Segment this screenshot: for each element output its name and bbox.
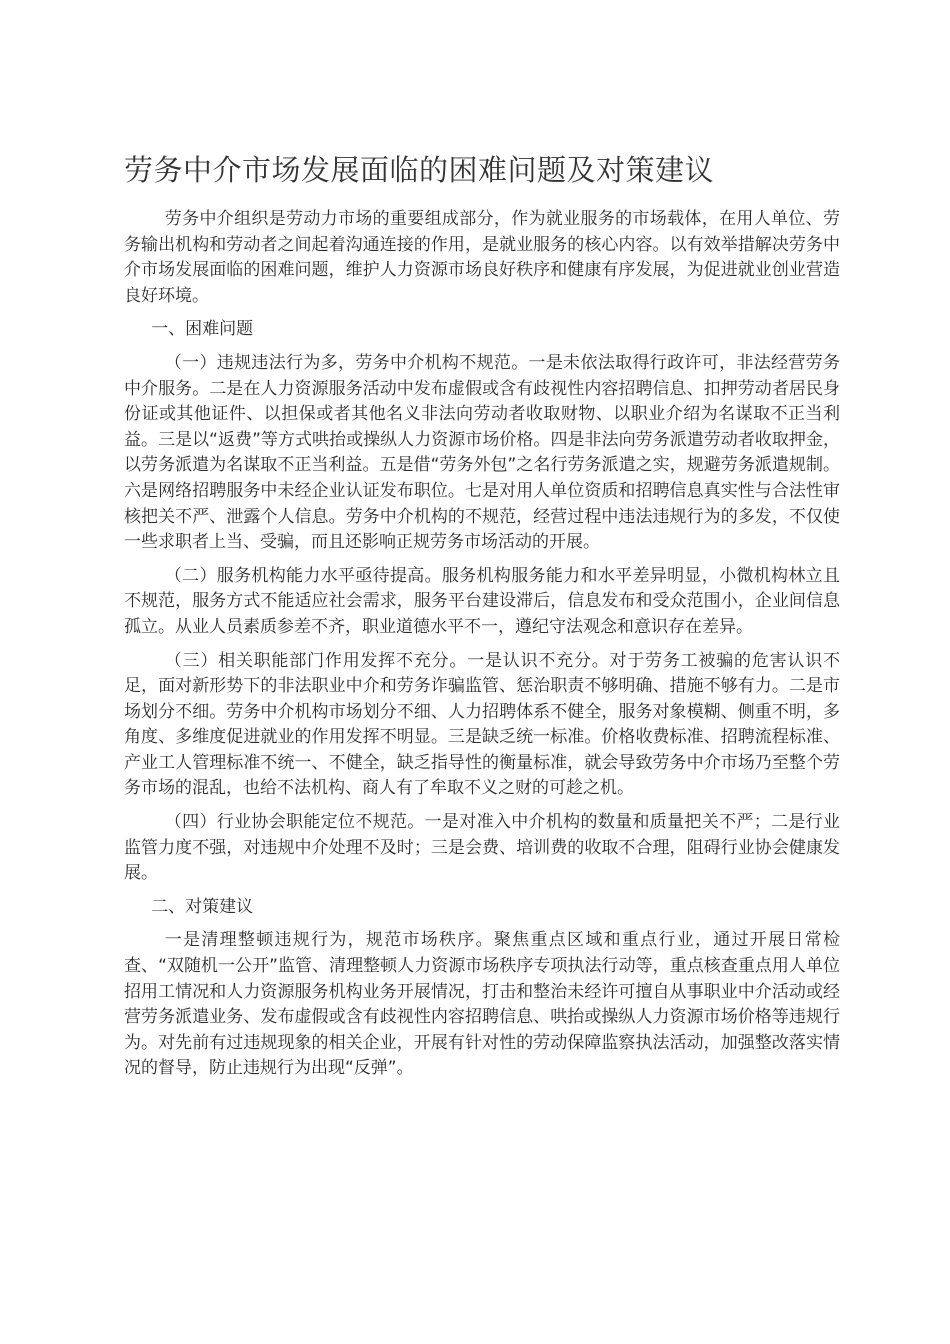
intro-paragraph: 劳务中介组织是劳动力市场的重要组成部分，作为就业服务的市场载体，在用人单位、劳务输出机构和劳动者之间起着沟通连接的作用，是就业服务的核心内容。以有效举措解决劳务中介市场发展面临的困难问题，维护人力资源市场良好秩序和健康有序发展，为促进就业创业营造良好环境。 bbox=[124, 209, 840, 306]
problem-paragraph-1: （一）违规违法行为多，劳务中介机构不规范。一是未依法取得行政许可，非法经营劳务中介服务。二是在人力资源服务活动中发布虚假或含有歧视性内容招聘信息、扣押劳动者居民身份证或其他证件、以担保或者其他名义非法向劳动者收取财物、以职业介绍为名谋取不正当利益。三是以“返费”等方式哄抬或操纵人力资源市场价格。四是非法向劳务派遣劳动者收取押金，以劳务派遣为名谋取不正当利益。五是借“劳务外包”之名行劳务派遣之实，规避劳务派遣规制。六是网络招聘服务中未经企业认证发布职位。七是对用人单位资质和招聘信息真实性与合法性审核把关不严、泄露个人信息。劳务中介机构的不规范，经营过程中违法违规行为的多发，不仅使一些求职者上当、受骗，而且还影响正规劳务市场活动的开展。 bbox=[124, 352, 840, 553]
problem-paragraph-4: （四）行业协会职能定位不规范。一是对准入中介机构的数量和质量把关不严；二是行业监管力度不强，对违规中介处理不及时；三是会费、培训费的收取不合理，阻碍行业协会健康发展。 bbox=[124, 812, 840, 884]
section-heading-suggestions: 二、对策建议 bbox=[151, 896, 254, 917]
problem-paragraph-3: （三）相关职能部门作用发挥不充分。一是认识不充分。对于劳务工被骗的危害认识不足，面对新形势下的非法职业中介和劳务诈骗监管、惩治职责不够明确、措施不够有力。二是市场划分不细。劳务中介机构市场划分不细、人力招聘体系不健全，服务对象模糊、侧重不明，多角度、多维度促进就业的作用发挥不明显。三是缺乏统一标准。价格收费标准、招聘流程标准、产业工人管理标准不统一、不健全，缺乏指导性的衡量标准，就会导致劳务中介市场乃至整个劳务市场的混乱，也给不法机构、商人有了牟取不义之财的可趁之机。 bbox=[124, 650, 840, 799]
suggestion-paragraph-1: 一是清理整顿违规行为，规范市场秩序。聚焦重点区域和重点行业，通过开展日常检查、“双随机一公开”监管、清理整顿人力资源市场秩序专项执法行动等，重点核查重点用人单位招用工情况和人力资源服务机构业务开展情况，打击和整治未经许可擅自从事职业中介活动或经营劳务派遣业务、发布虚假或含有歧视性内容招聘信息、哄抬或操纵人力资源市场价格等违规行为。对先前有过违规现象的相关企业，开展有针对性的劳动保障监察执法活动，加强整改落实情况的督导，防止违规行为出现“反弹”。 bbox=[124, 930, 840, 1079]
problem-paragraph-2: （二）服务机构能力水平亟待提高。服务机构服务能力和水平差异明显，小微机构林立且不规范，服务方式不能适应社会需求，服务平台建设滞后，信息发布和受众范围小，企业间信息孤立。从业人员素质参差不齐，职业道德水平不一，遵纪守法观念和意识存在差异。 bbox=[124, 565, 840, 637]
document-title: 劳务中介市场发展面临的困难问题及对策建议 bbox=[124, 153, 715, 187]
section-heading-problems: 一、困难问题 bbox=[151, 319, 254, 340]
document-body bbox=[124, 207, 840, 1090]
